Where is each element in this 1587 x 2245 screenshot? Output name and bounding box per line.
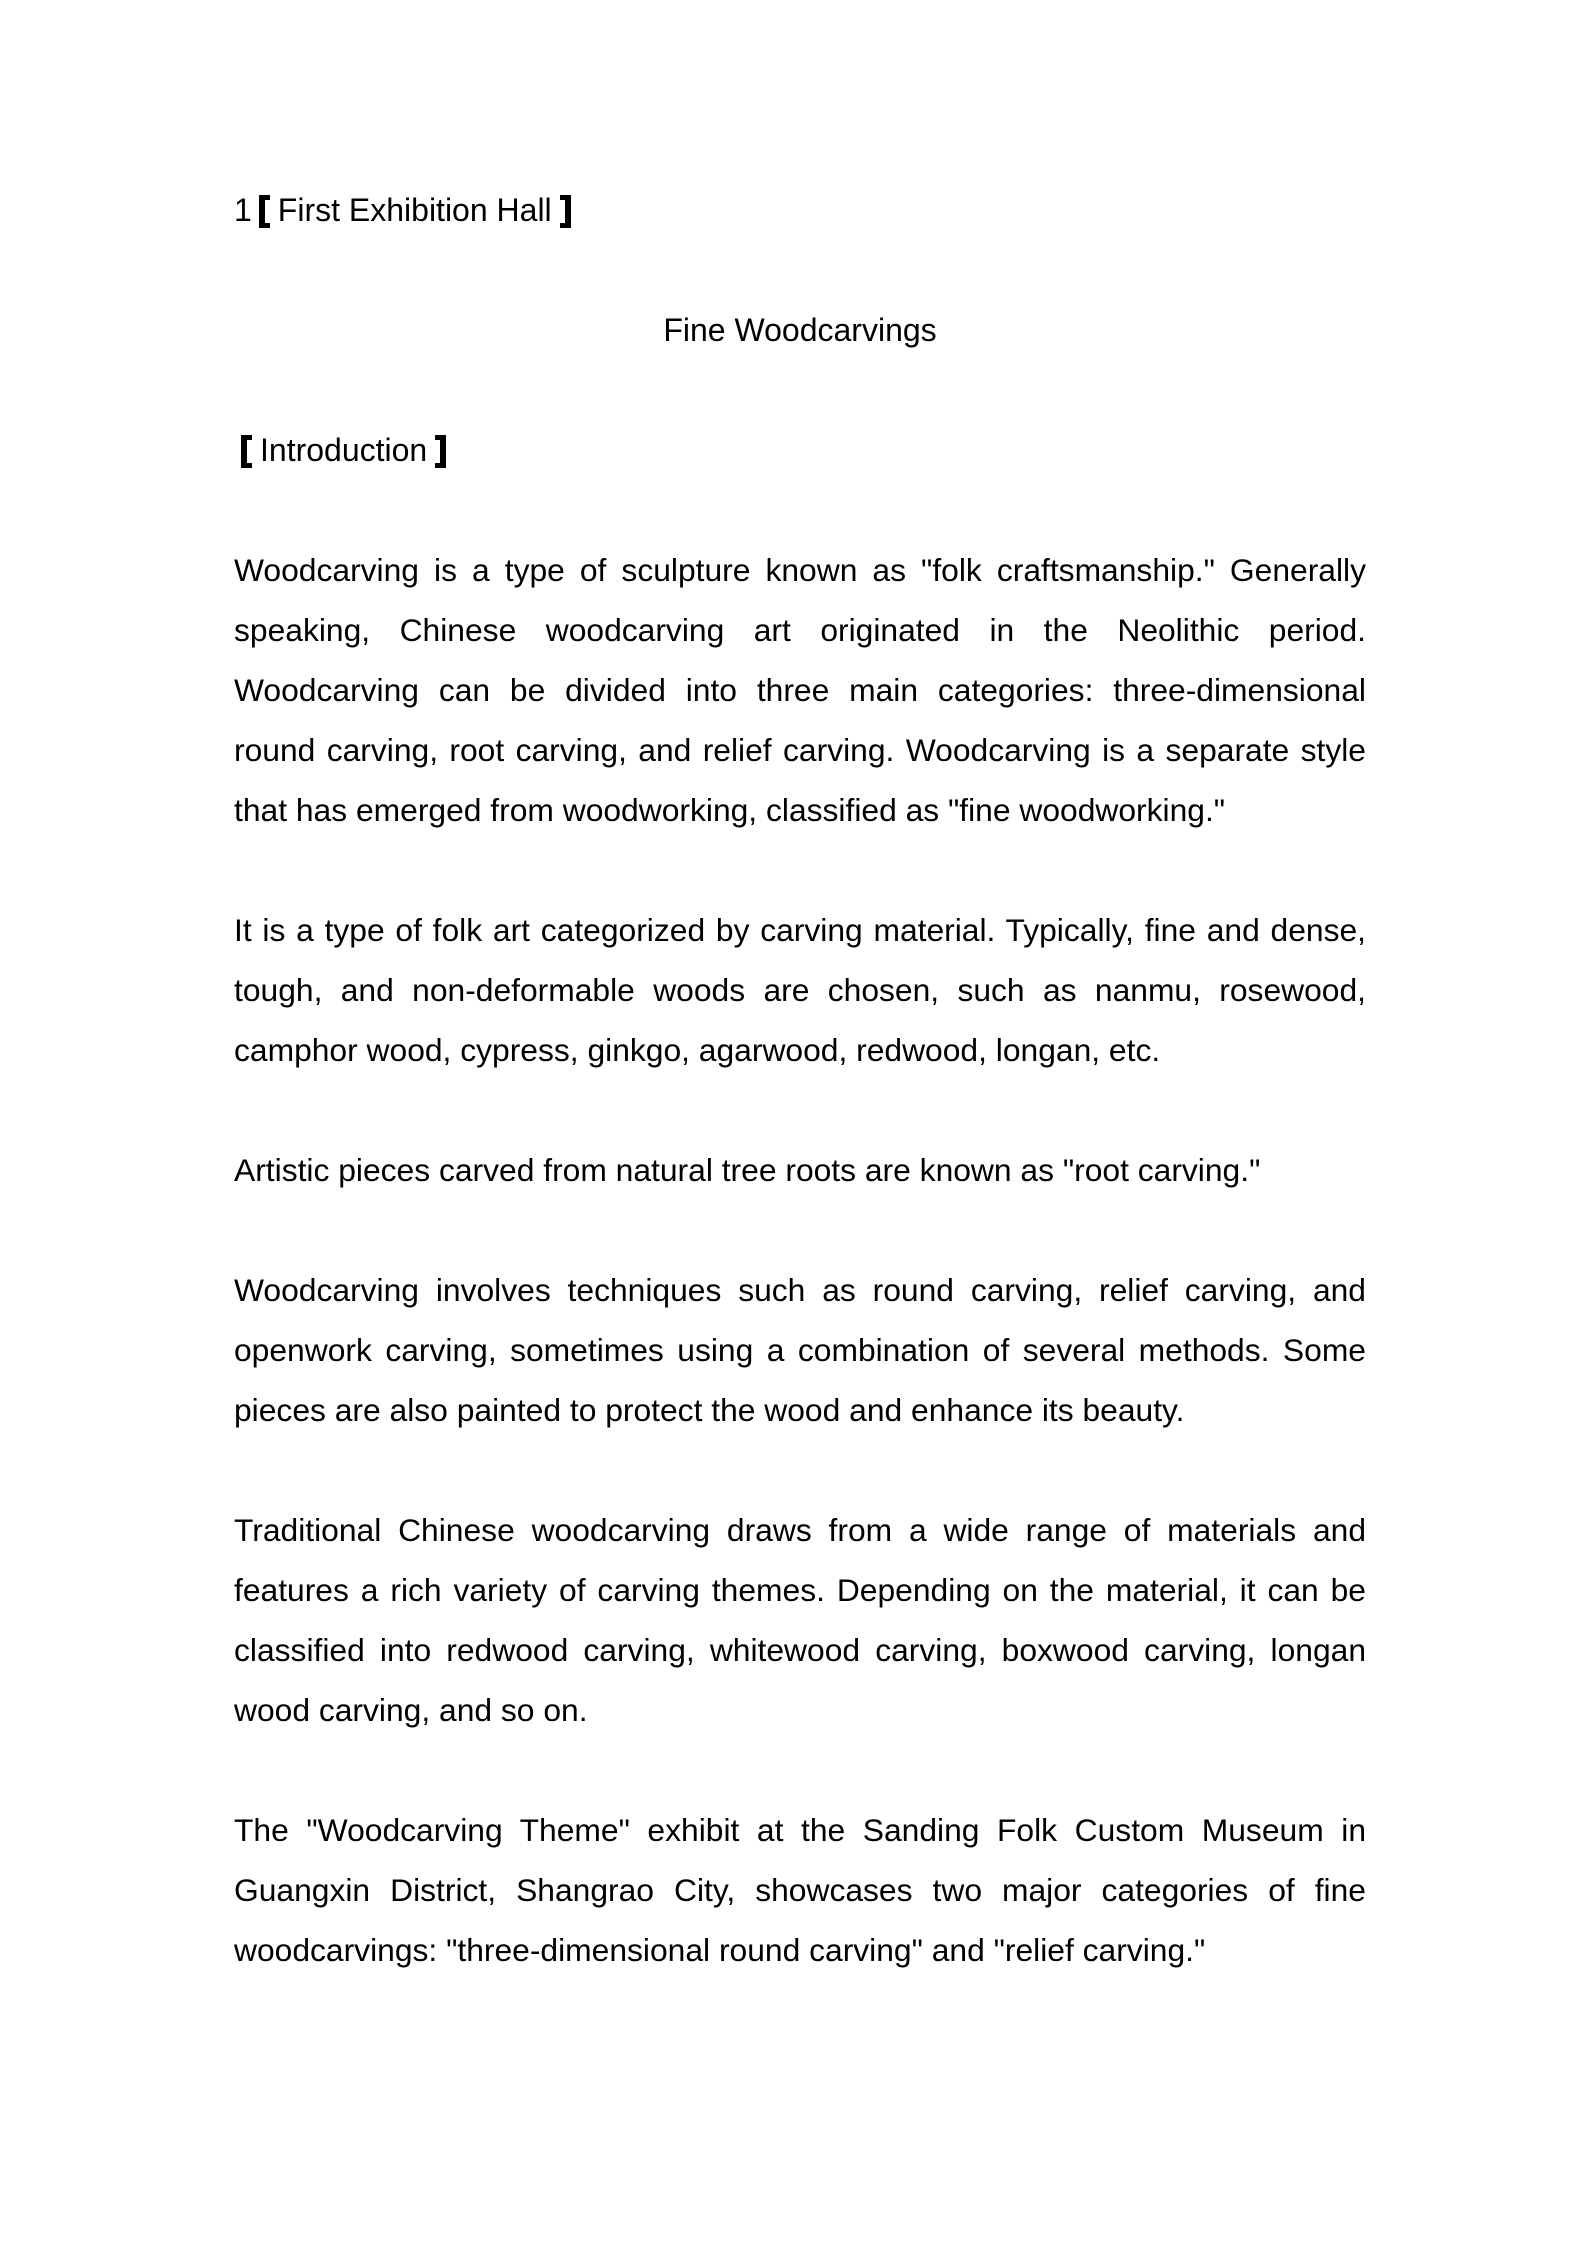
paragraph-line: tough, and non-deformable woods are chosen, such as nanmu, rosewood, (234, 972, 1366, 1008)
paragraph (234, 900, 1366, 1080)
paragraph-line: pieces are also painted to protect the wood and enhance its beauty. (234, 1392, 1185, 1428)
paragraph-line: features a rich variety of carving themes. Depending on the material, it can be (234, 1572, 1366, 1608)
lenticular-bracket-close (435, 435, 446, 468)
paragraph-line: Woodcarving involves techniques such as round carving, relief carving, and (234, 1272, 1366, 1308)
section-heading: 1 First Exhibition Hall (234, 180, 1366, 240)
lenticular-bracket-open (241, 435, 252, 468)
paragraph-line: openwork carving, sometimes using a combination of several methods. Some (234, 1332, 1366, 1368)
paragraph-line: woodcarvings: "three-dimensional round carving" and "relief carving." (234, 1932, 1206, 1968)
paragraph-line: speaking, Chinese woodcarving art originated in the Neolithic period. (234, 612, 1366, 648)
paragraph-line: Woodcarving can be divided into three main categories: three-dimensional (234, 672, 1366, 708)
document-content (234, 180, 1366, 1980)
paragraph-line: Guangxin District, Shangrao City, showcases two major categories of fine (234, 1872, 1366, 1908)
paragraph (234, 1800, 1366, 1980)
paragraph-line: round carving, root carving, and relief carving. Woodcarving is a separate style (234, 732, 1366, 768)
paragraph-line: camphor wood, cypress, ginkgo, agarwood, redwood, longan, etc. (234, 1032, 1161, 1068)
intro-heading: Introduction (234, 420, 1366, 480)
paragraph-line: that has emerged from woodworking, classified as "fine woodworking." (234, 792, 1226, 828)
paragraph (234, 1260, 1366, 1440)
document-title: Fine Woodcarvings (663, 312, 937, 348)
paragraph-line: Artistic pieces carved from natural tree roots are known as "root carving." (234, 1152, 1261, 1188)
paragraph-line: Woodcarving is a type of sculpture known as "folk craftsmanship." Generally (234, 552, 1366, 588)
paragraph-line: Traditional Chinese woodcarving draws from a wide range of materials and (234, 1512, 1366, 1548)
paragraph (234, 1500, 1366, 1740)
paragraph-line: wood carving, and so on. (234, 1692, 588, 1728)
paragraph (234, 540, 1366, 840)
paragraph-line: classified into redwood carving, whitewood carving, boxwood carving, longan (234, 1632, 1366, 1668)
lenticular-bracket-open (259, 195, 270, 228)
paragraph (234, 1140, 1366, 1200)
paragraph-line: The "Woodcarving Theme" exhibit at the Sanding Folk Custom Museum in (234, 1812, 1366, 1848)
paragraph-line: It is a type of folk art categorized by carving material. Typically, fine and dense, (234, 912, 1366, 948)
lenticular-bracket-close (560, 195, 571, 228)
body-paragraphs (234, 540, 1366, 1980)
